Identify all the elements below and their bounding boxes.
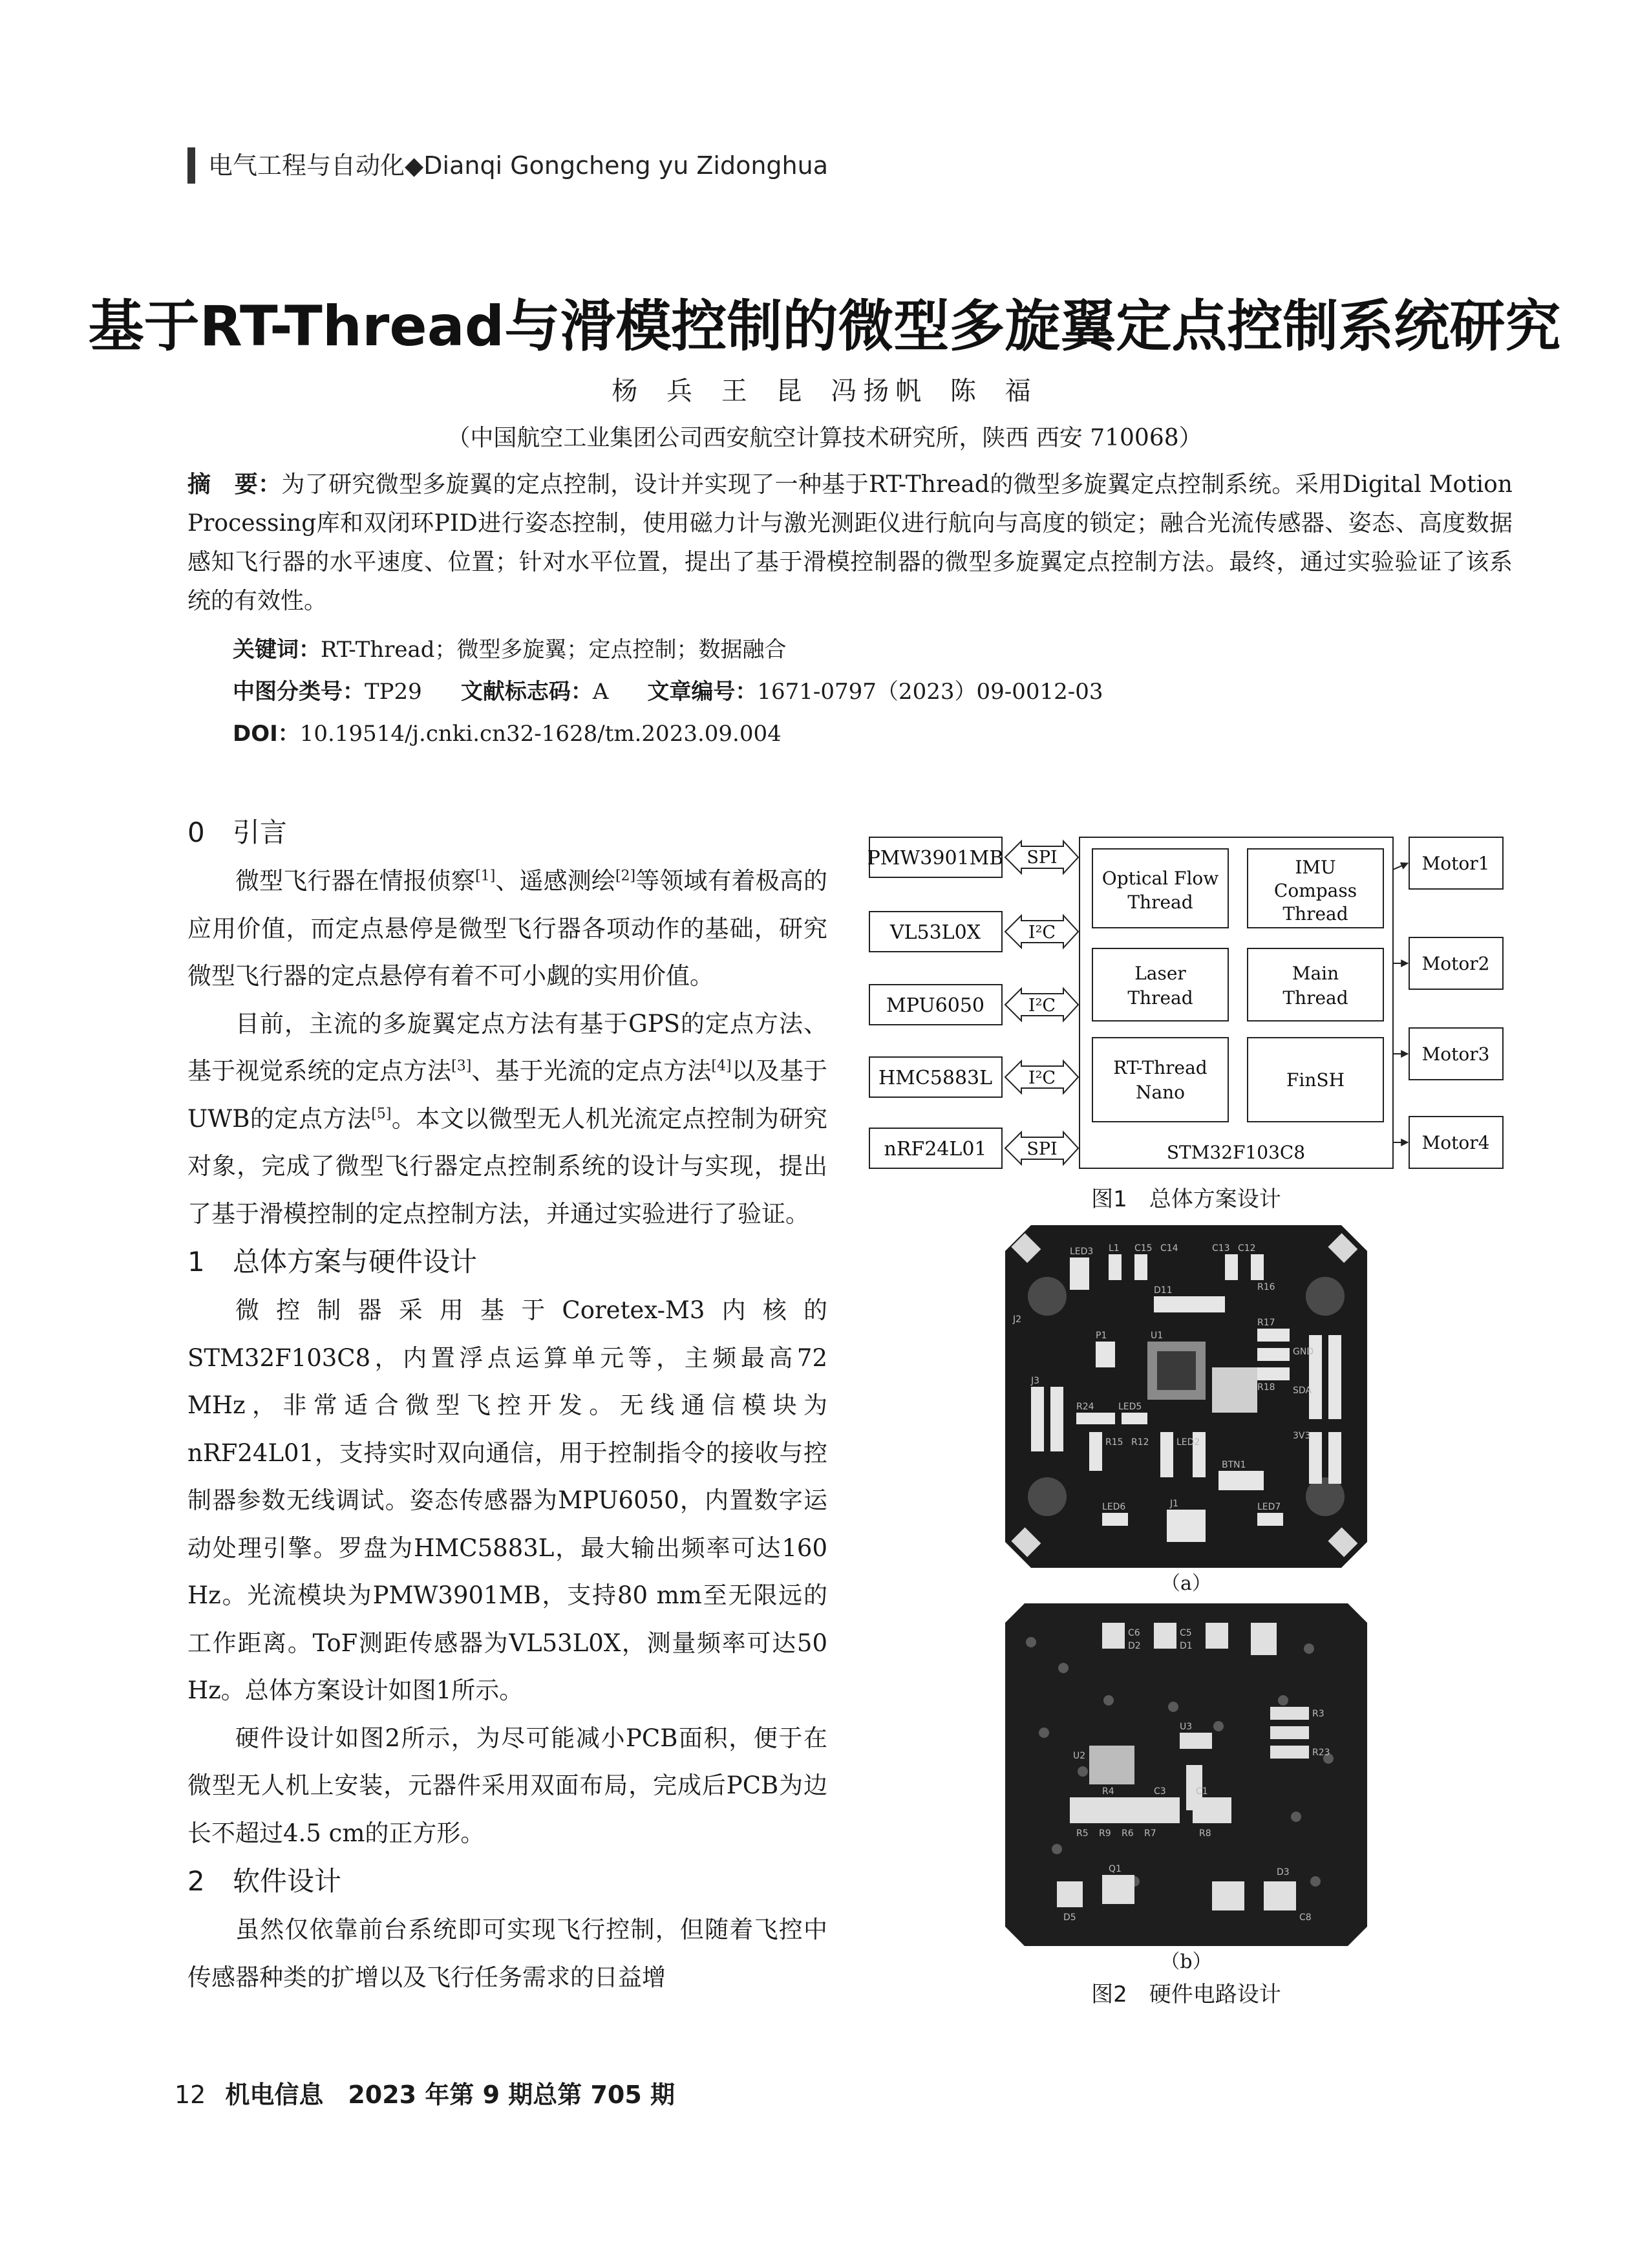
- thread-optical-line2: Thread: [1127, 892, 1193, 913]
- page-footer: [175, 2075, 675, 2114]
- authors: 杨 兵 王 昆 冯扬帆 陈 福: [612, 376, 1037, 406]
- pcb-b-label: D3: [1277, 1867, 1290, 1878]
- pcb-a-label: R24: [1076, 1402, 1094, 1412]
- pcb-a-label: L1: [1109, 1243, 1120, 1254]
- figure-1-caption: 图1 总体方案设计: [1091, 1186, 1281, 1212]
- motor-label-4: Motor4: [1421, 1132, 1490, 1153]
- sensor-label-4: HMC5883L: [878, 1067, 993, 1089]
- affiliation: （中国航空工业集团公司西安航空计算技术研究所，陕西 西安 710068）: [447, 425, 1202, 451]
- pcb-a-label: GND: [1293, 1347, 1314, 1357]
- sensor-label-2: VL53L0X: [889, 921, 981, 944]
- pcb-b-label: Q1: [1109, 1864, 1122, 1874]
- pcb-a-label: D11: [1154, 1285, 1173, 1296]
- header-bar: [187, 147, 195, 184]
- article-no-value: 1671-0797（2023）09-0012-03: [757, 679, 1103, 705]
- pcb-b-label: C5: [1180, 1628, 1192, 1638]
- pcb-a-label: J2: [1013, 1314, 1022, 1325]
- pcb-a-label: P1: [1096, 1331, 1107, 1341]
- thread-optical-line1: Optical Flow: [1101, 868, 1219, 889]
- thread-finsh: FinSH: [1286, 1069, 1345, 1091]
- pcb-a-label: LED2: [1176, 1437, 1200, 1448]
- pcb-a-label: SDA: [1293, 1385, 1312, 1396]
- doi-label: DOI：: [233, 721, 300, 747]
- thread-imu-line2: Compass: [1273, 880, 1357, 901]
- pcb-a-label: BTN1: [1222, 1460, 1246, 1470]
- pcb-b-label: R4: [1102, 1786, 1114, 1797]
- section-1-heading: 1 总体方案与硬件设计: [187, 1246, 478, 1278]
- footer-journal-issue: 机电信息 2023 年第 9 期总第 705 期: [225, 2081, 676, 2109]
- thread-rtt-line1: RT-Thread: [1113, 1057, 1207, 1078]
- paragraph-hardware-2: 硬件设计如图2所示，为尽可能减小PCB面积，便于在微型无人机上安装，元器件采用双面布局，完成后PCB为边长不超过4.5 cm的正方形。: [187, 1724, 827, 1847]
- pcb-a-label: U1: [1151, 1331, 1164, 1341]
- pcb-b-label: C8: [1299, 1912, 1312, 1923]
- paper-title: 基于RT-Thread与滑模控制的微型多旋翼定点控制系统研究: [88, 294, 1561, 359]
- thread-rtt-line2: Nano: [1135, 1082, 1186, 1103]
- pcb-b-label: R8: [1199, 1828, 1211, 1839]
- keywords: [233, 630, 787, 669]
- pcb-a-label: C15: [1134, 1243, 1153, 1254]
- pcb-a-label: C14: [1160, 1243, 1178, 1254]
- pcb-b-label: R6: [1122, 1828, 1134, 1839]
- paragraph-software-1: 虽然仅依靠前台系统即可实现飞行控制，但随着飞控中传感器种类的扩增以及飞行任务需求的日益增: [187, 1916, 827, 1991]
- paragraph-intro-2: 目前，主流的多旋翼定点方法有基于GPS的定点方法、基于视觉系统的定点方法[3]、基于光流的定点方法[4]以及基于UWB的定点方法[5]。本文以微型无人机光流定点控制为研究对象，完成了微型飞行器定点控制系统的设计与实现，提出了基于滑模控制的定点控制方法，并通过实验进行了验证。: [187, 1009, 828, 1228]
- bus-label-1: SPI: [1027, 848, 1058, 868]
- mcu-label: STM32F103C8: [1166, 1142, 1306, 1163]
- thread-box-laser: [1092, 948, 1228, 1021]
- article-no-label: 文章编号：: [647, 679, 758, 705]
- clc-value: TP29: [365, 679, 422, 705]
- pcb-b-label: R23: [1312, 1748, 1330, 1758]
- doi-line: [233, 714, 782, 753]
- journal-name-cn: 电气工程与自动化: [208, 151, 405, 180]
- motor-label-2: Motor2: [1421, 953, 1490, 974]
- figure-2-caption: 图2 硬件电路设计: [1091, 1982, 1281, 2007]
- pcb-b-label: D2: [1128, 1641, 1141, 1651]
- section-2-heading: 2 软件设计: [187, 1865, 342, 1897]
- clc-label: 中图分类号：: [233, 679, 365, 705]
- pcb-b-label: C1: [1196, 1786, 1208, 1797]
- pcb-b-label: U2: [1073, 1751, 1086, 1761]
- bus-label-5: SPI: [1027, 1139, 1058, 1159]
- thread-main-line2: Thread: [1282, 987, 1348, 1009]
- pcb-a-label: R17: [1257, 1318, 1275, 1328]
- sensor-label-3: MPU6050: [886, 994, 985, 1017]
- abstract-text: 为了研究微型多旋翼的定点控制，设计并实现了一种基于RT-Thread的微型多旋翼定点控制系统。采用Digital Motion Processing库和双闭环PID进行姿态控制，使用磁力计与激光测距仪进行航向与高度的锁定；融合光流传感器、姿态、高度数据感知飞行器的水平速度、位置；针对水平位置，提出了基于滑模控制器的微型多旋翼定点控制方法。最终，通过实验验证了该系统的有效性。: [187, 471, 1513, 614]
- pcb-a-label: C12: [1238, 1243, 1256, 1254]
- keywords-text: RT-Thread；微型多旋翼；定点控制；数据融合: [321, 637, 787, 663]
- keywords-label: 关键词：: [233, 637, 321, 663]
- bus-label-2: I²C: [1028, 923, 1056, 943]
- bus-label-3: I²C: [1028, 996, 1056, 1016]
- sensor-label-5: nRF24L01: [884, 1138, 987, 1161]
- motor-label-3: Motor3: [1421, 1043, 1490, 1065]
- thread-imu-line3: Thread: [1282, 903, 1348, 925]
- pcb-a-label: J1: [1170, 1499, 1179, 1509]
- paragraph-hardware-1: 微控制器采用基于Coretex-M3内核的STM32F103C8，内置浮点运算单元等，主频最高72 MHz，非常适合微型飞控开发。无线通信模块为nRF24L01，支持实时双向通信，用于控制指令的接收与控制器参数无线调试。姿态传感器为MPU6050，内置数字运动处理引擎。罗盘为HMC5883L，最大输出频率可达160 Hz。光流模块为PMW3901MB，支持80 mm至无限远的工作距离。ToF测距传感器为VL53L0X，测量频率可达50 Hz。总体方案设计如图1所示。: [187, 1296, 827, 1704]
- pcb-top-photo: [1005, 1225, 1367, 1568]
- pcb-a-label: LED5: [1118, 1402, 1142, 1412]
- pcb-a-label: R12: [1131, 1437, 1149, 1448]
- header-separator: ◆: [405, 151, 424, 180]
- doc-code-label: 文献标志码：: [460, 679, 593, 705]
- thread-imu-line1: IMU: [1295, 857, 1336, 878]
- pcb-a-label: J3: [1031, 1376, 1040, 1386]
- pcb-a-label: 3V3: [1293, 1431, 1311, 1441]
- thread-laser-line2: Thread: [1127, 987, 1193, 1009]
- pcb-b-label: R9: [1099, 1828, 1111, 1839]
- pcb-b-label: D5: [1063, 1912, 1076, 1923]
- pcb-b-label: C6: [1128, 1628, 1140, 1638]
- pcb-b-label: R5: [1076, 1828, 1089, 1839]
- section-0-heading: 0 引言: [187, 817, 288, 848]
- motor-label-1: Motor1: [1421, 853, 1490, 874]
- figure-2a-label: （a）: [1161, 1572, 1211, 1595]
- body-left-column: [187, 808, 827, 2001]
- pcb-a-label: R18: [1257, 1382, 1275, 1393]
- thread-main-line1: Main: [1292, 963, 1339, 984]
- sensor-label-1: PMW3901MB: [867, 847, 1004, 870]
- pcb-bottom-photo: [1005, 1603, 1367, 1946]
- paragraph-intro-1: 微型飞行器在情报侦察[1]、遥感测绘[2]等领域有着极高的应用价值，而定点悬停是微型飞行器各项动作的基础，研究微型飞行器的定点悬停有着不可小觑的实用价值。: [187, 867, 828, 990]
- pcb-a-label: LED6: [1102, 1502, 1126, 1512]
- abstract-label: 摘 要：: [187, 471, 282, 498]
- journal-name-pinyin: Dianqi Gongcheng yu Zidonghua: [423, 151, 829, 180]
- pcb-b-label: R3: [1312, 1709, 1325, 1719]
- abstract: [187, 465, 1513, 621]
- figure-2b-label: （b）: [1160, 1951, 1212, 1973]
- thread-laser-line1: Laser: [1134, 963, 1186, 984]
- pcb-b-label: R7: [1144, 1828, 1156, 1839]
- doc-code-value: A: [592, 679, 609, 705]
- pcb-a-label: R15: [1105, 1437, 1123, 1448]
- pcb-b-label: D1: [1180, 1641, 1193, 1651]
- pcb-b-label: U3: [1180, 1722, 1193, 1732]
- motor-arrow-1: [1393, 863, 1408, 870]
- page-number: 12: [175, 2081, 206, 2109]
- pcb-a-label: LED3: [1070, 1246, 1094, 1257]
- thread-box-rt-thread-nano: [1092, 1038, 1228, 1122]
- thread-box-main: [1248, 948, 1383, 1021]
- doi-value: 10.19514/j.cnki.cn32-1628/tm.2023.09.004: [299, 721, 782, 747]
- running-header: [208, 147, 828, 184]
- pcb-a-label: R16: [1257, 1282, 1275, 1292]
- classification-line: [233, 672, 1103, 711]
- pcb-a-label: C13: [1212, 1243, 1230, 1254]
- pcb-a-label: LED7: [1257, 1502, 1281, 1512]
- pcb-b-label: C3: [1154, 1786, 1166, 1797]
- system-block-diagram: [866, 818, 1506, 1180]
- bus-label-4: I²C: [1028, 1068, 1056, 1088]
